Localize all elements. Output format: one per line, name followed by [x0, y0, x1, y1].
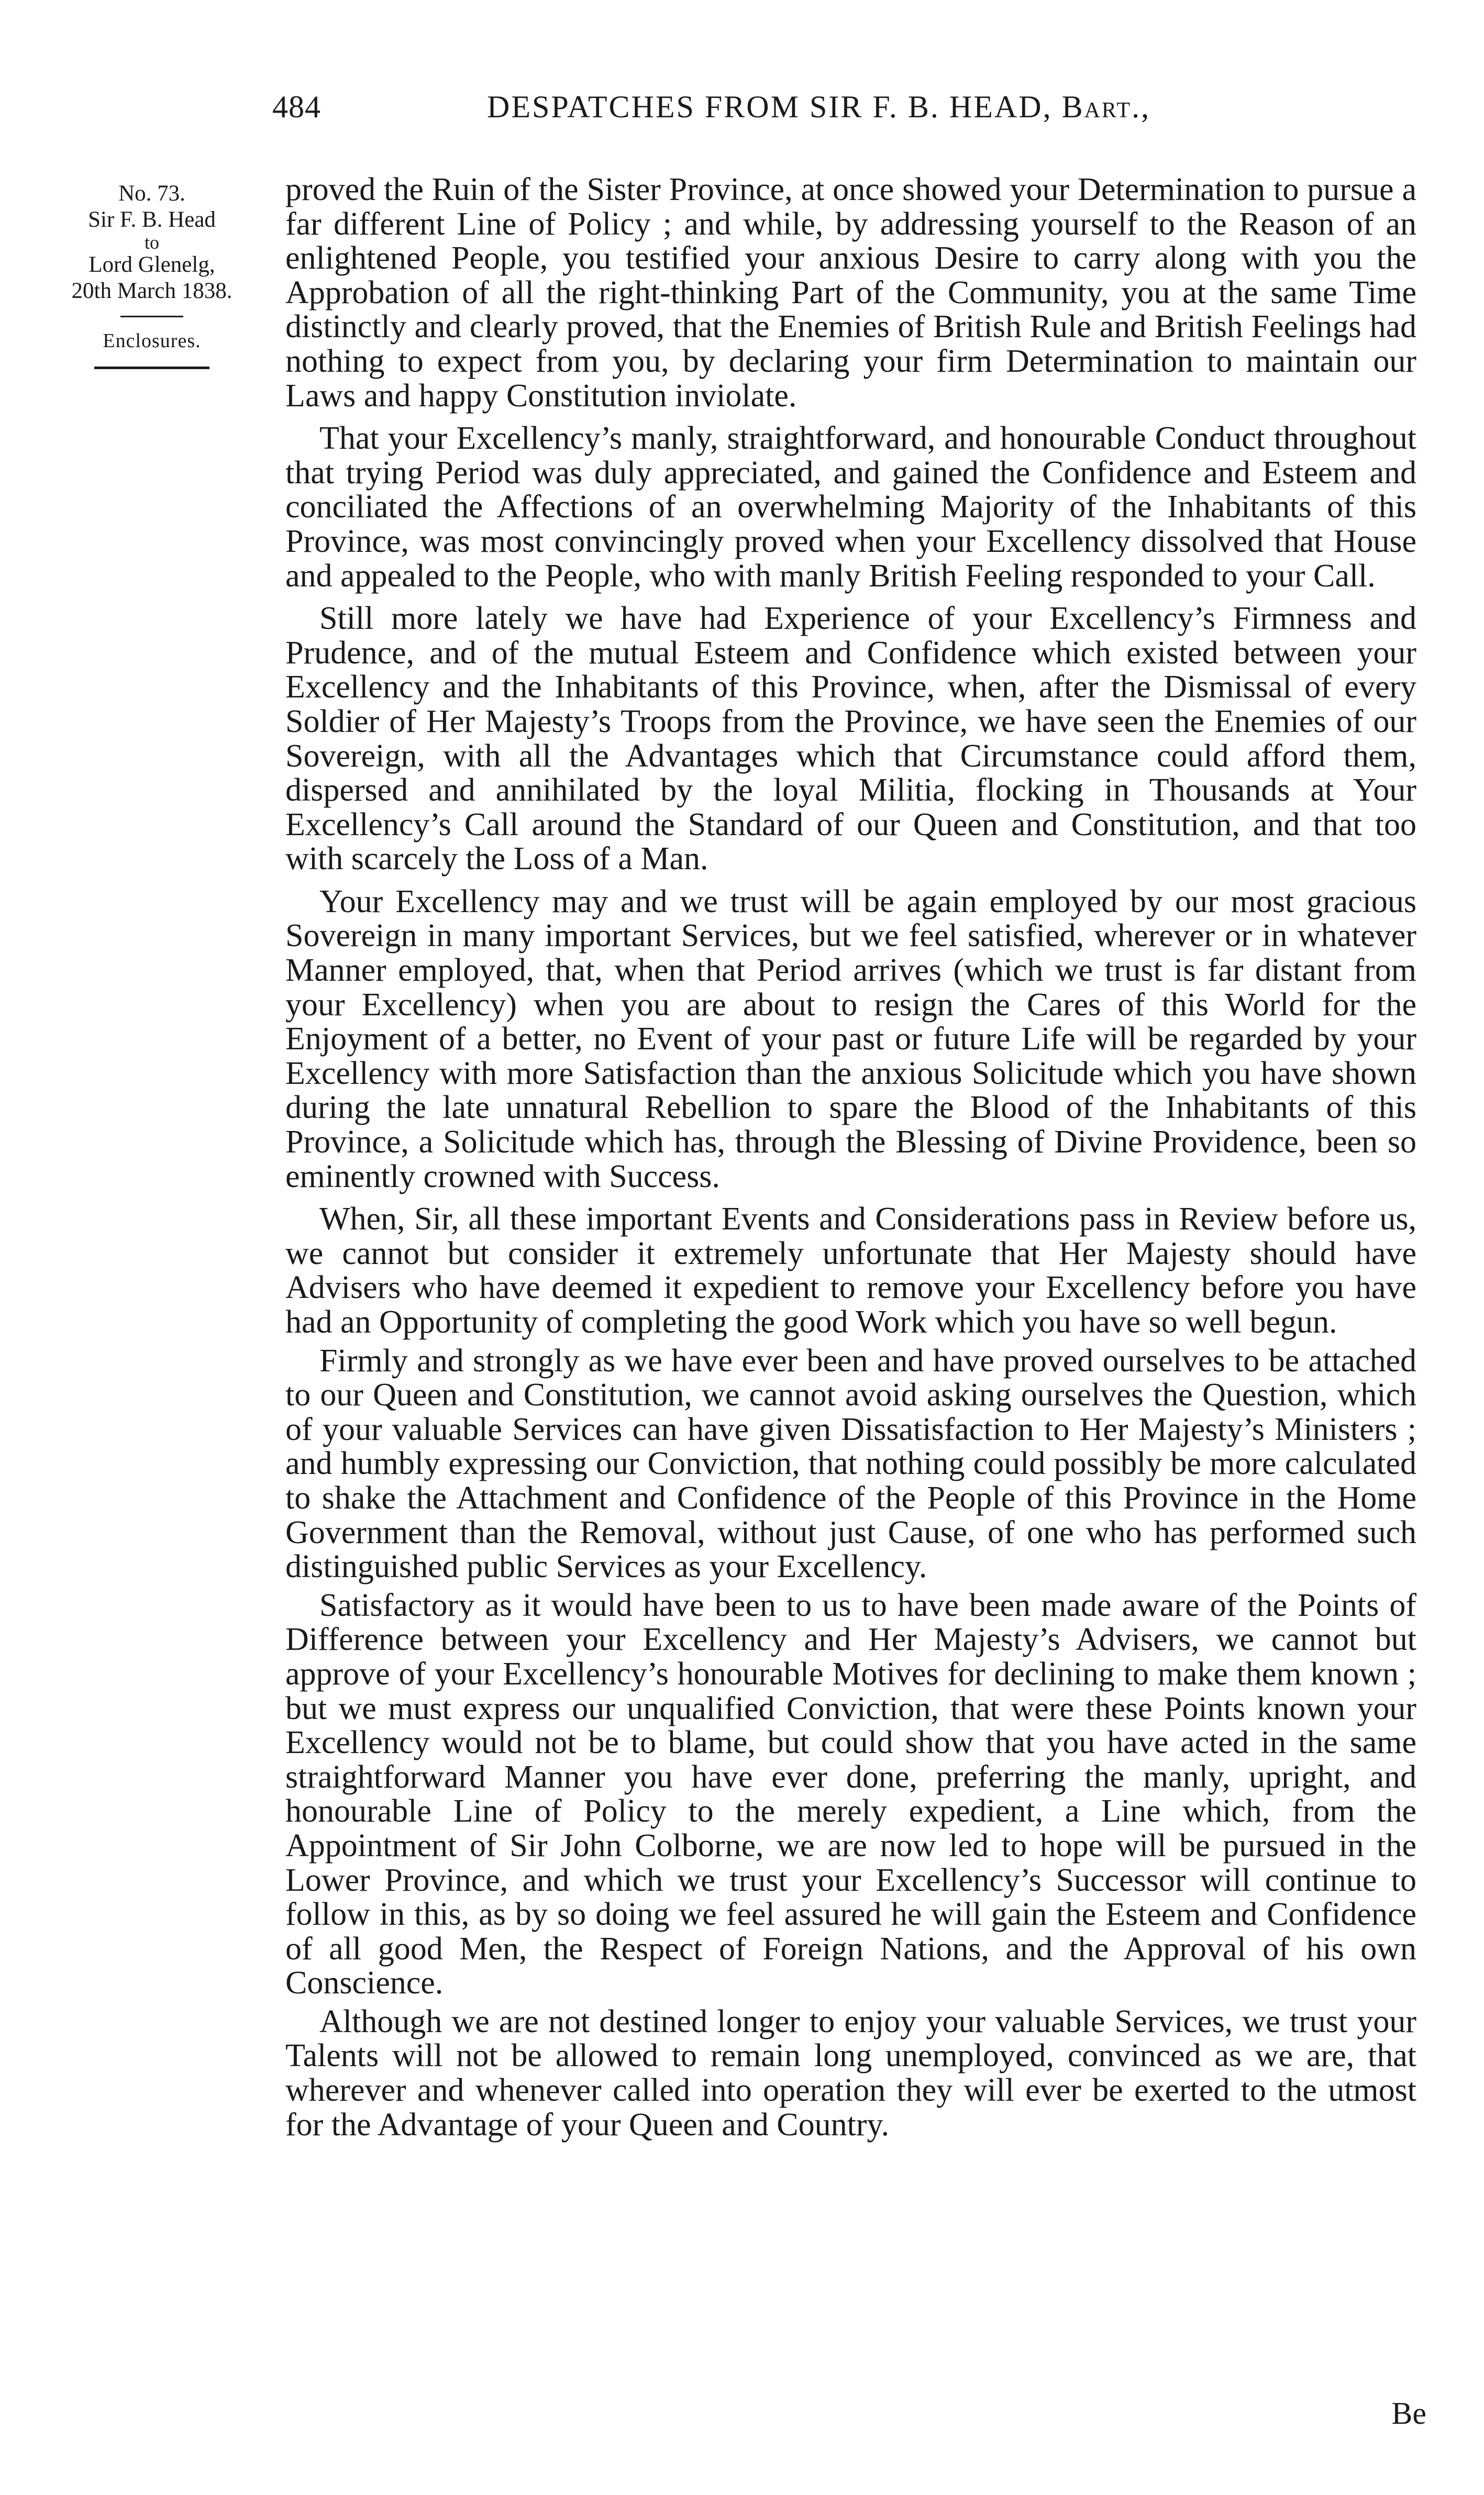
despatch-date: 20th March 1838.	[71, 279, 232, 303]
paragraph-6: Firmly and strongly as we have ever been and have proved ourselves to be attached to our Queen and Constitution, we cannot avoid asking ourselves the Question, which of your valuable Services can have given Dissatisfaction to Her Majesty’s Ministers ; and humbly expressing our Conviction, that nothing could possibly be more calculated to shake the Attachment and Confidence of the People of this Province in the Home Government than the Removal, without just Cause, of one who has performed such distinguished public Services as your Excellency.	[285, 1343, 1416, 1585]
paragraph-2: That your Excellency’s manly, straightforward, and honourable Conduct throughout that trying Period was duly appreciated, and gained the Confidence and Esteem and conciliated the Affections of an overwhelming Majority of the Inhabitants of this Province, was most convincingly proved when your Excellency dissolved that House and appealed to the People, who with manly British Feeling responded to your Call.	[285, 420, 1416, 594]
paragraph-3: Still more lately we have had Experience of your Excellency’s Firmness and Prudence, and of the mutual Esteem and Confidence which existed between your Excellency and the Inhabitants of this Province, when, after the Dismissal of every Soldier of Her Majesty’s Troops from the Province, we have seen the Enemies of our Sovereign, with all the Advantages which that Circumstance could afford them, dispersed and annihilated by the loyal Militia, flocking in Thousands at Your Excellency’s Call around the Standard of our Queen and Constitution, and that too with scarcely the Loss of a Man.	[285, 601, 1416, 877]
paragraph-5: When, Sir, all these important Events and Considerations pass in Review before us, we cannot but consider it extremely unfortunate that Her Majesty should have Advisers who have deemed it expedient to remove your Excellency before you have had an Opportunity of completing the good Work which you have so well begun.	[285, 1201, 1416, 1340]
paragraph-1: proved the Ruin of the Sister Province, at once showed your Determination to pursue a far different Line of Policy ; and while, by addressing yourself to the Reason of an enlightened People, you testified your anxious Desire to carry along with you the Approbation of all the right-thinking Part of the Community, you at the same Time distinctly and clearly proved, that the Enemies of British Rule and British Feelings had nothing to expect from you, by declaring your firm Determination to maintain our Laws and happy Constitution inviolate.	[285, 172, 1416, 414]
paragraph-7: Satisfactory as it would have been to us to have been made aware of the Points of Difference between your Excellency and Her Majesty’s Advisers, we cannot but approve of your Excellency’s honourable Motives for declining to make them known ; but we must express our unqualified Conviction, that were these Points known your Excellency would not be to blame, but could show that you have acted in the same straightforward Manner you have ever done, preferring the manly, upright, and honourable Line of Policy to the merely expedient, a Line which, from the Appointment of Sir John Colborne, we are now led to hope will be pursued in the Lower Province, and which we trust your Excellency’s Successor will continue to follow in this, as by so doing we feel assured he will gain the Esteem and Confidence of all good Men, the Respect of Foreign Nations, and the Approval of his own Conscience.	[285, 1587, 1416, 2001]
despatch-number: No. 73.	[118, 181, 185, 206]
running-title: DESPATCHES FROM SIR F. B. HEAD, Bart.,	[487, 90, 1151, 124]
despatch-recipient: Lord Glenelg,	[88, 252, 215, 277]
enclosures-label: Enclosures.	[103, 330, 201, 352]
margin-divider-bold	[94, 367, 209, 369]
despatch-sender: Sir F. B. Head	[88, 207, 216, 232]
catchword: Be	[1391, 2396, 1426, 2431]
page-number: 484	[272, 90, 321, 124]
margin-note	[47, 181, 257, 380]
margin-divider	[120, 316, 183, 317]
paragraph-8: Although we are not destined longer to enjoy your valuable Services, we trust your Talents will not be allowed to remain long unemployed, convinced as we are, that wherever and whenever called into operation they will ever be exerted to the utmost for the Advantage of your Queen and Country.	[285, 2003, 1416, 2143]
running-header	[272, 89, 1393, 147]
letter-body	[285, 173, 1416, 2142]
despatch-to: to	[144, 232, 159, 253]
paragraph-4: Your Excellency may and we trust will be again employed by our most gracious Sovereign in many important Services, but we feel satisfied, wherever or in whatever Manner employed, that, when that Period arrives (which we trust is far distant from your Excellency) when you are about to resign the Cares of this World for the Enjoyment of a better, no Event of your past or future Life will be regarded by your Excellency with more Satisfaction than the anxious Solicitude which you have shown during the late unnatural Rebellion to spare the Blood of the Inhabitants of this Province, a Solicitude which has, through the Blessing of Divine Providence, been so eminently crowned with Success.	[285, 883, 1416, 1194]
